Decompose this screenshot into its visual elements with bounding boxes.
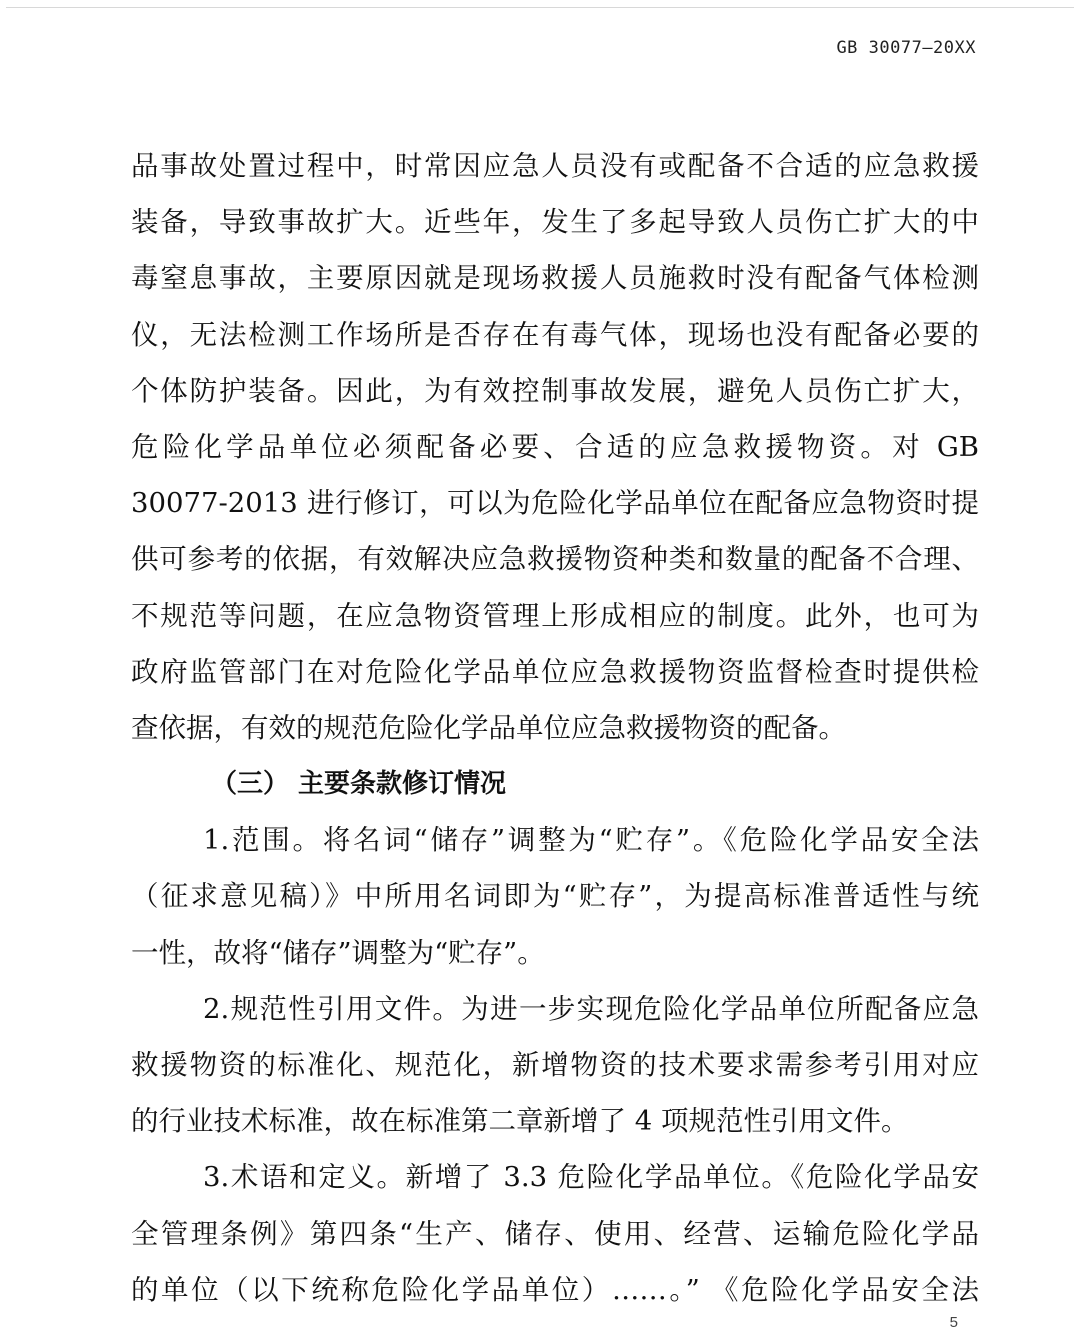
top-divider — [6, 7, 1074, 8]
item1-line: 1.范围。将名词“储存”调整为“贮存”。《危险化学品安全法 — [203, 824, 979, 857]
paragraph-line: 个体防护装备。因此，为有效控制事故发展，避免人员伤亡扩大， — [131, 374, 979, 407]
paragraph-line: 仪，无法检测工作场所是否存在有毒气体，现场也没有配备必要的 — [131, 318, 979, 351]
paragraph-line: 不规范等问题，在应急物资管理上形成相应的制度。此外，也可为 — [131, 599, 979, 632]
paragraph-line: 毒窒息事故，主要原因就是现场救援人员施救时没有配备气体检测 — [131, 262, 979, 295]
paragraph-line: 装备，导致事故扩大。近些年，发生了多起导致人员伤亡扩大的中 — [131, 206, 979, 239]
section-heading: （三） 主要条款修订情况 — [211, 769, 507, 800]
item1-line: 一性，故将“储存”调整为“贮存”。 — [131, 936, 545, 969]
paragraph-line: 查依据，有效的规范危险化学品单位应急救援物资的配备。 — [131, 711, 846, 744]
paragraph-line: 30077-2013 进行修订，可以为危险化学品单位在配备应急物资时提 — [131, 487, 979, 520]
document-body — [131, 138, 979, 1318]
paragraph-line: 品事故处置过程中，时常因应急人员没有或配备不合适的应急救援 — [131, 150, 979, 182]
item3-line: 3.术语和定义。新增了 3.3 危险化学品单位。《危险化学品安 — [203, 1161, 979, 1194]
item1-line: （征求意见稿）》中所用名词即为“贮存”，为提高标准普适性与统 — [131, 880, 979, 913]
item2-line: 救援物资的标准化、规范化，新增物资的技术要求需参考引用对应 — [131, 1049, 979, 1081]
item2-line: 的行业技术标准，故在标准第二章新增了 4 项规范性引用文件。 — [131, 1105, 909, 1138]
item3-line: 全管理条例》第四条“生产、储存、使用、经营、运输危险化学品 — [131, 1217, 979, 1250]
page-number: 5 — [949, 1314, 958, 1331]
paragraph-line: 政府监管部门在对危险化学品单位应急救援物资监督检查时提供检 — [131, 655, 979, 688]
standard-code-header: GB 30077—20XX — [836, 38, 976, 58]
item3-line: 的单位（以下统称危险化学品单位）……。” 《危险化学品安全法 — [131, 1273, 979, 1306]
item2-line: 2.规范性引用文件。为进一步实现危险化学品单位所配备应急 — [203, 992, 979, 1025]
paragraph-line: 危险化学品单位必须配备必要、合适的应急救援物资。对 GB — [131, 430, 979, 463]
paragraph-line: 供可参考的依据，有效解决应急救援物资种类和数量的配备不合理、 — [131, 543, 979, 576]
